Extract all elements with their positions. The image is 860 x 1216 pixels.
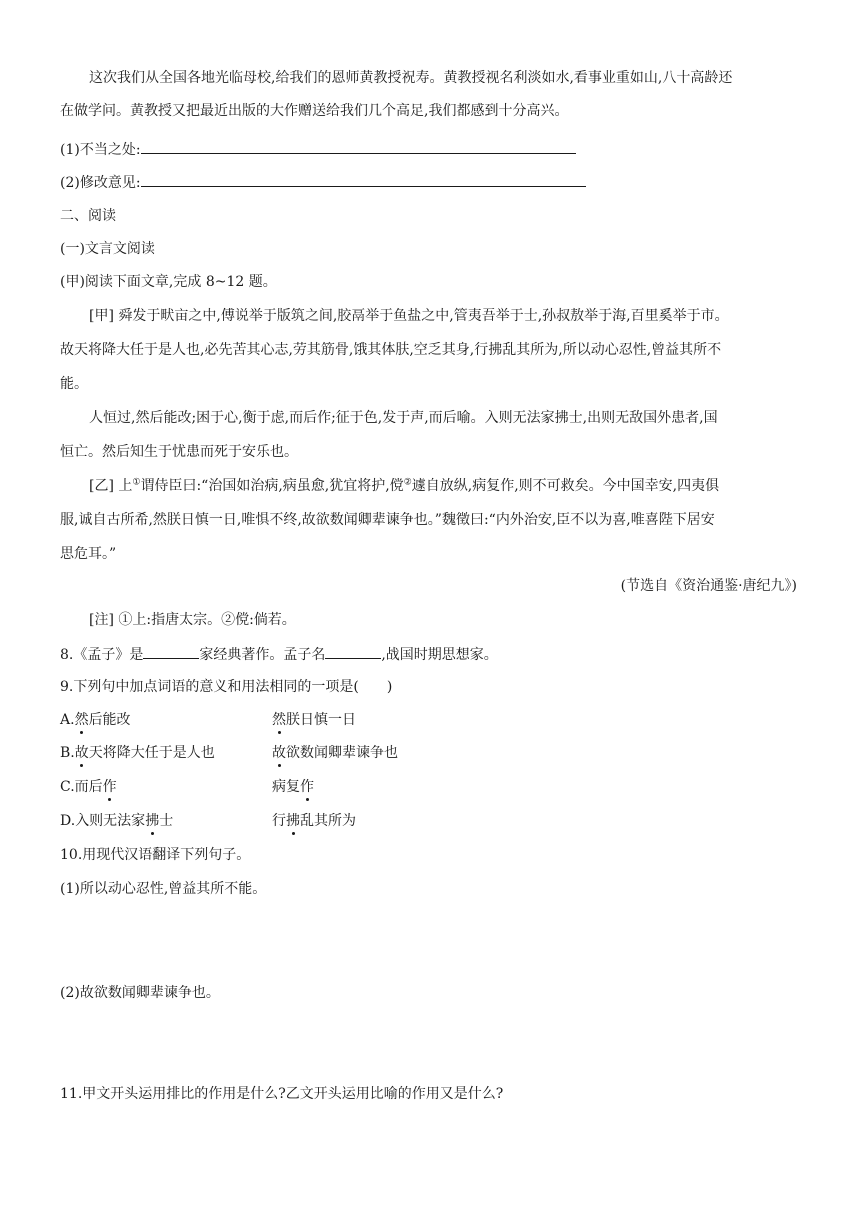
question-11-stem: 11.甲文开头运用排比的作用是什么?乙文开头运用比喻的作用又是什么? xyxy=(60,1086,504,1102)
question-8 xyxy=(60,644,498,665)
option-c-dotted-word: 作 xyxy=(102,779,117,795)
option-d-right-rest: 乱其所为 xyxy=(300,813,356,829)
intro-line-1: 这次我们从全国各地光临母校,给我们的恩师黄教授祝寿。黄教授视名利淡如水,看事业重如山,八十高龄还 xyxy=(89,70,733,86)
yi-line-3: 思危耳。” xyxy=(60,546,117,562)
option-d-right-a: 行 xyxy=(272,813,286,829)
option-c-left-a: 而后 xyxy=(74,779,103,795)
jia-p1-line-3: 能。 xyxy=(60,376,88,392)
q10-sentence-1: (1)所以动心忍性,曾益其所不能。 xyxy=(60,881,267,897)
option-d-right-dotted-word: 拂 xyxy=(286,813,300,829)
q8-blank-name[interactable] xyxy=(325,644,381,659)
option-a-letter: A. xyxy=(60,712,75,728)
q9-option-c[interactable] xyxy=(60,777,117,797)
jia-p1-line-1: [甲] 舜发于畎亩之中,傅说举于版筑之间,胶鬲举于鱼盐之中,管夷吾举于士,孙叔敖举于海,百里奚举于市。 xyxy=(89,308,729,324)
q8-text-b: 家经典著作。孟子名 xyxy=(199,647,326,663)
fault-question xyxy=(60,139,576,160)
option-a-right-dotted-word: 然 xyxy=(272,712,286,728)
fault-label: (1)不当之处: xyxy=(60,142,141,158)
option-b-left-rest: 将降大任于是人也 xyxy=(102,745,215,761)
q9-option-a[interactable] xyxy=(60,710,131,730)
q9-option-a-right xyxy=(272,710,356,730)
option-a-left-rest: 后能改 xyxy=(88,712,131,728)
question-10-stem: 10.用现代汉语翻译下列句子。 xyxy=(60,847,251,863)
option-b-right-dotted-word: 故 xyxy=(272,745,286,761)
section-title: 二、阅读 xyxy=(60,208,116,224)
yi-line-1 xyxy=(89,476,719,496)
fix-answer-blank[interactable] xyxy=(141,172,586,187)
fix-question xyxy=(60,172,586,193)
option-b-dotted-word: 故 xyxy=(74,745,89,761)
q9-option-b-right xyxy=(272,743,398,763)
option-d-left-a: 入则无法家 xyxy=(75,813,146,829)
option-c-right-a: 病复 xyxy=(272,779,300,795)
intro-line-2: 在做学问。黄教授又把最近出版的大作赠送给我们几个高足,我们都感到十分高兴。 xyxy=(60,103,569,119)
option-d-dotted-word: 拂 xyxy=(145,813,160,829)
q9-option-b[interactable] xyxy=(60,743,215,763)
fault-answer-blank[interactable] xyxy=(141,139,576,154)
q9-option-d-right xyxy=(272,811,356,831)
yi-line-1-b: 谓侍臣曰:“治国如治病,病虽愈,犹宜将护,傥 xyxy=(140,478,404,494)
q8-text-a: 8.《孟子》是 xyxy=(60,647,144,663)
option-d-left-rest: 士 xyxy=(159,813,174,829)
yi-line-1-a: [乙] 上 xyxy=(89,478,133,494)
option-b-right-rest: 欲数闻卿辈谏争也 xyxy=(286,745,398,761)
q8-blank-school[interactable] xyxy=(143,644,199,659)
yi-line-1-c: 遽自放纵,病复作,则不可救矣。今中国幸安,四夷俱 xyxy=(411,478,720,494)
annotation-note: [注] ①上:指唐太宗。②傥:倘若。 xyxy=(89,612,296,628)
option-c-letter: C. xyxy=(60,779,75,795)
yi-line-2: 服,诚自古所希,然朕日慎一日,唯惧不终,故欲数闻卿辈谏争也。”魏徵曰:“内外治安,臣不以为喜,唯喜陛下居安 xyxy=(60,512,715,528)
source-citation: (节选自《资治通鉴·唐纪九》) xyxy=(620,578,797,594)
option-a-right-rest: 朕日慎一日 xyxy=(286,712,356,728)
question-9-stem: 9.下列句中加点词语的意义和用法相同的一项是( ) xyxy=(60,679,393,695)
option-c-right-dotted-word: 作 xyxy=(300,779,314,795)
q9-option-d[interactable] xyxy=(60,811,173,831)
q8-text-c: ,战国时期思想家。 xyxy=(381,647,498,663)
jia-p1-line-2: 故天将降大任于是人也,必先苦其心志,劳其筋骨,饿其体肤,空乏其身,行拂乱其所为,所以动心忍性,曾益其所不 xyxy=(60,342,722,358)
option-a-dotted-word: 然 xyxy=(74,712,89,728)
reading-instruction: (甲)阅读下面文章,完成 8~12 题。 xyxy=(60,274,277,290)
option-d-letter: D. xyxy=(60,813,76,829)
jia-p2-line-2: 恒亡。然后知生于忧患而死于安乐也。 xyxy=(60,444,298,460)
q9-option-c-right xyxy=(272,777,314,797)
footnote-mark-2: ② xyxy=(403,477,412,488)
fix-label: (2)修改意见: xyxy=(60,175,141,191)
jia-p2-line-1: 人恒过,然后能改;困于心,衡于虑,而后作;征于色,发于声,而后喻。入则无法家拂士,出则无敌国外患者,国 xyxy=(89,410,718,426)
footnote-mark-1: ① xyxy=(132,477,141,488)
option-b-letter: B. xyxy=(60,745,75,761)
q10-sentence-2: (2)故欲数闻卿辈谏争也。 xyxy=(60,985,220,1001)
option-b-left-mid: 天 xyxy=(88,745,103,761)
subsection-title: (一)文言文阅读 xyxy=(60,241,155,257)
